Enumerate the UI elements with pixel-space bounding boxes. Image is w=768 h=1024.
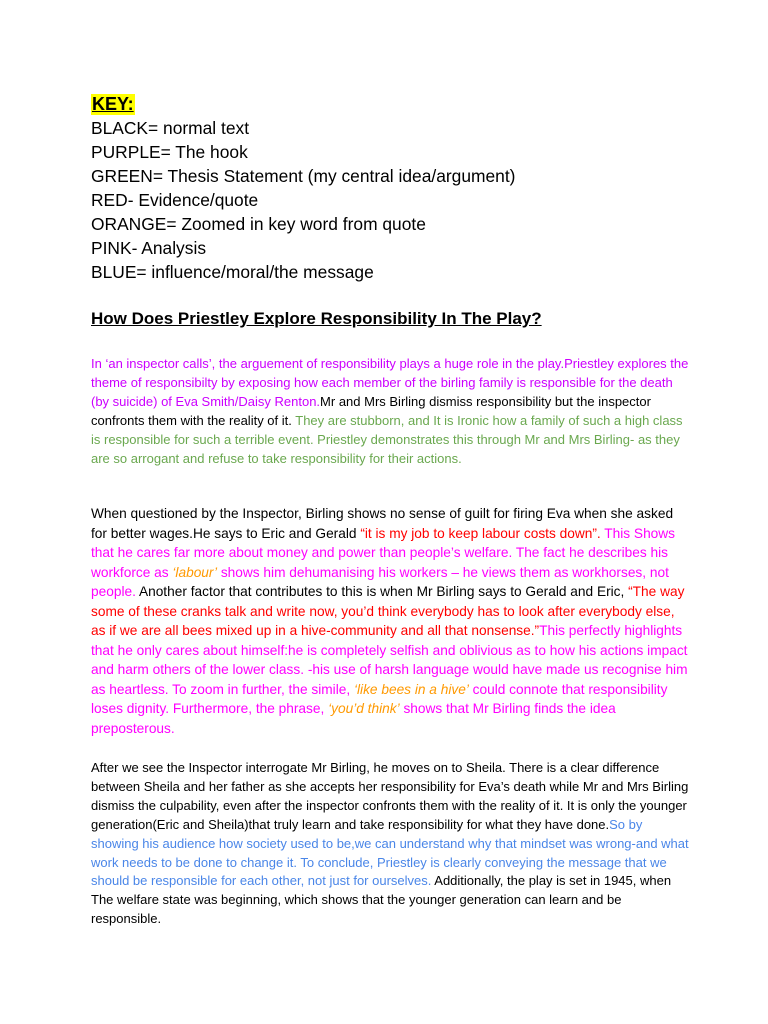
key-item-orange: ORANGE= Zoomed in key word from quote — [91, 214, 426, 234]
analysis-text: shows that Mr Birling finds the idea preposterous. — [91, 701, 616, 736]
key-item-pink: PINK- Analysis — [91, 238, 207, 258]
paragraph-sheila — [91, 759, 691, 929]
quote-text: “The way some of these cranks talk and write now, you’d think everybody has to look after everybody else, as if we are all bees mixed up in a hive-community and all that nonsense.” — [91, 584, 685, 638]
quote-text: “it is my job to keep labour costs down”. — [360, 525, 601, 541]
essay-heading: How Does Priestley Explore Responsibility In The Play? — [91, 309, 542, 328]
analysis-text: This Shows that he cares far more about money and power than people’s welfare. The fact he describes his workforce as — [91, 525, 676, 580]
key-item-black: BLACK= normal text — [91, 118, 250, 138]
key-item-blue: BLUE= influence/moral/the message — [91, 262, 374, 282]
normal-text: After we see the Inspector interrogate Mr Birling, he moves on to Sheila. There is a clear difference between Sheila and her father as she accepts her responsibility for Eva’s death while Mr and Mrs Birling dismiss the culpability, even after the inspector confronts them with the reality of it. It is only the younger generation(Eric and Sheila)that truly learn and take responsibility for what they have done. — [91, 760, 689, 832]
key-title: KEY: — [92, 94, 134, 114]
normal-text: Additionally, the play is set in 1945, when The welfare state was beginning, which shows that the younger generation can learn and be responsible. — [91, 873, 672, 927]
key-word-text: ‘you’d think’ — [328, 701, 400, 716]
message-text: So by showing his audience how society used to be,we can understand why that mindset was wrong-and what work needs to be done to change it. To conclude, Priestley is clearly conveying the message that we should be responsible for each other, not just for ourselves. — [91, 816, 689, 889]
key-item-red: RED- Evidence/quote — [91, 190, 259, 210]
hook-text: In ‘an inspector calls’, the arguement of responsibility plays a huge role in the play.Priestley explores the theme of responsibilty by exposing how each member of the birling family is responsible for the death (by suicide) of Eva Smith/Daisy Renton. — [91, 356, 689, 409]
normal-text: When questioned by the Inspector, Birling shows no sense of guilt for firing Eva when she asked for better wages.He says to Eric and Gerald — [91, 506, 674, 541]
normal-text: Mr and Mrs Birling dismiss responsibility but the inspector confronts them with the reality of it. — [91, 393, 651, 428]
key-word-text: ‘like bees in a hive’ — [353, 681, 469, 697]
analysis-text: shows him dehumanising his workers – he views them as workhorses, not people. — [91, 564, 669, 599]
normal-text: Another factor that contributes to this is when Mr Birling says to Gerald and Eric, — [135, 584, 629, 599]
paragraph-intro — [91, 355, 691, 468]
key-item-purple: PURPLE= The hook — [91, 142, 248, 162]
analysis-text: This perfectly highlights that he only cares about himself:he is completely selfish and oblivious as to how his actions impact and harm others of the lower class. -his use of harsh language would have made us recognise him as heartless. To zoom in further, the simile, — [91, 623, 688, 697]
key-item-green: GREEN= Thesis Statement (my central idea/argument) — [91, 166, 516, 186]
analysis-text: could connote that responsibility loses dignity. Furthermore, the phrase, — [91, 681, 668, 716]
key-word-text: ‘labour’ — [172, 564, 218, 580]
paragraph-birling — [91, 504, 691, 738]
thesis-text: They are stubborn, and It is Ironic how a family of such a high class is responsible for such a terrible event. Priestley demonstrates this through Mr and Mrs Birling- as they are so arrogant and refuse to take responsibility for their actions. — [91, 412, 683, 466]
key-list — [91, 116, 515, 284]
